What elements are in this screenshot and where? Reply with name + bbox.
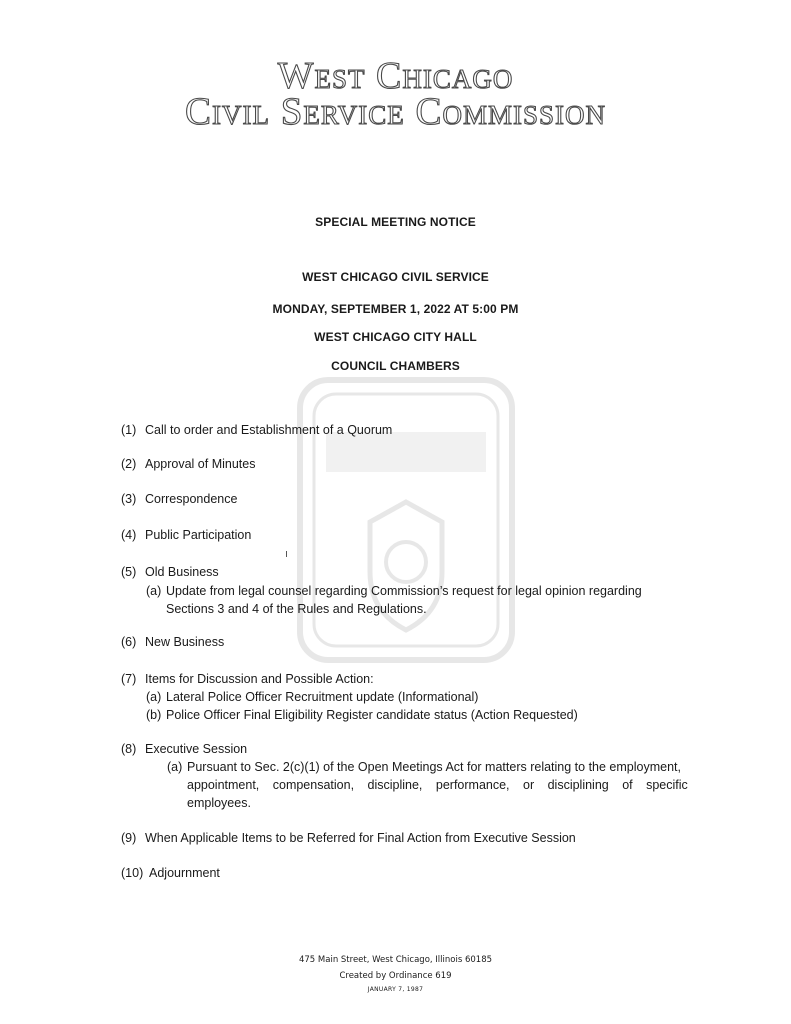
commission-title-line2: Civil Service Commission bbox=[184, 90, 607, 133]
agenda-item-1 bbox=[121, 421, 392, 439]
footer-date: JANUARY 7, 1987 bbox=[367, 986, 424, 993]
sub-item-text-line2: Sections 3 and 4 of the Rules and Regulations. bbox=[166, 602, 427, 616]
agenda-item-8a bbox=[167, 758, 709, 812]
agenda-item-text: Old Business bbox=[145, 565, 219, 579]
sub-item-text: Lateral Police Officer Recruitment update (Informational) bbox=[166, 690, 479, 704]
agenda-item-6 bbox=[121, 633, 224, 651]
agenda-item-7b bbox=[146, 706, 666, 724]
sub-item-text-line3: employees. bbox=[187, 796, 251, 810]
agenda-item-5 bbox=[121, 563, 219, 581]
agenda-item-text: Correspondence bbox=[145, 492, 238, 506]
agenda-item-9 bbox=[121, 829, 576, 847]
sub-item-text-line1: Update from legal counsel regarding Commission’s request for legal opinion regarding bbox=[166, 584, 642, 598]
sub-item-text: Police Officer Final Eligibility Register candidate status (Action Requested) bbox=[166, 708, 578, 722]
sub-item-letter: (a) bbox=[146, 584, 162, 598]
footer-address: 475 Main Street, West Chicago, Illinois 60185 bbox=[298, 955, 493, 965]
special-meeting-heading: SPECIAL MEETING NOTICE bbox=[315, 215, 476, 229]
stray-mark bbox=[286, 551, 287, 557]
agenda-item-text: Adjournment bbox=[149, 866, 220, 880]
sub-item-letter: (a) bbox=[146, 690, 162, 704]
agenda-item-text: Executive Session bbox=[145, 742, 248, 756]
footer-ordinance: Created by Ordinance 619 bbox=[339, 971, 452, 981]
agenda-item-number: (4) bbox=[121, 528, 137, 542]
agenda-item-number: (7) bbox=[121, 672, 137, 686]
agenda-item-text: Approval of Minutes bbox=[145, 457, 256, 471]
sub-item-text-line1: Pursuant to Sec. 2(c)(1) of the Open Meetings Act for matters relating to the employment, bbox=[187, 760, 681, 774]
sub-item-text-line2 bbox=[187, 776, 709, 794]
agenda-item-number: (1) bbox=[121, 423, 137, 437]
agenda-item-5a bbox=[146, 582, 686, 618]
agenda-item-number: (3) bbox=[121, 492, 137, 506]
meeting-room: COUNCIL CHAMBERS bbox=[331, 359, 460, 373]
agenda-item-7 bbox=[121, 670, 374, 688]
agenda-item-text: Items for Discussion and Possible Action: bbox=[145, 672, 374, 686]
agenda-item-number: (6) bbox=[121, 635, 137, 649]
sub-item-letter: (b) bbox=[146, 708, 162, 722]
agenda-item-number: (2) bbox=[121, 457, 137, 471]
meeting-location: WEST CHICAGO CITY HALL bbox=[314, 330, 477, 344]
agenda-item-4 bbox=[121, 526, 251, 544]
agenda-item-number: (10) bbox=[121, 866, 144, 880]
agenda-item-text: New Business bbox=[145, 635, 225, 649]
meeting-body-name: WEST CHICAGO CIVIL SERVICE bbox=[302, 270, 489, 284]
commission-title-line1: West Chicago bbox=[277, 55, 514, 97]
agenda-item-8 bbox=[121, 740, 247, 758]
sub-item-text-line2-content: appointment, compensation, discipline, performance, or disciplining of specific bbox=[187, 778, 688, 792]
agenda-item-text: Public Participation bbox=[145, 528, 252, 542]
agenda-item-10 bbox=[121, 864, 220, 882]
agenda-item-3 bbox=[121, 490, 237, 508]
agenda-item-number: (9) bbox=[121, 831, 137, 845]
agenda-item-2 bbox=[121, 455, 255, 473]
agenda-item-number: (8) bbox=[121, 742, 137, 756]
meeting-date-time: MONDAY, SEPTEMBER 1, 2022 AT 5:00 PM bbox=[272, 302, 519, 316]
agenda-item-text: When Applicable Items to be Referred for Final Action from Executive Session bbox=[145, 831, 576, 845]
agenda-item-text: Call to order and Establishment of a Quorum bbox=[145, 423, 393, 437]
agenda-item-7a bbox=[146, 688, 666, 706]
sub-item-letter: (a) bbox=[167, 760, 183, 774]
city-seal-watermark bbox=[292, 372, 520, 668]
agenda-item-number: (5) bbox=[121, 565, 137, 579]
